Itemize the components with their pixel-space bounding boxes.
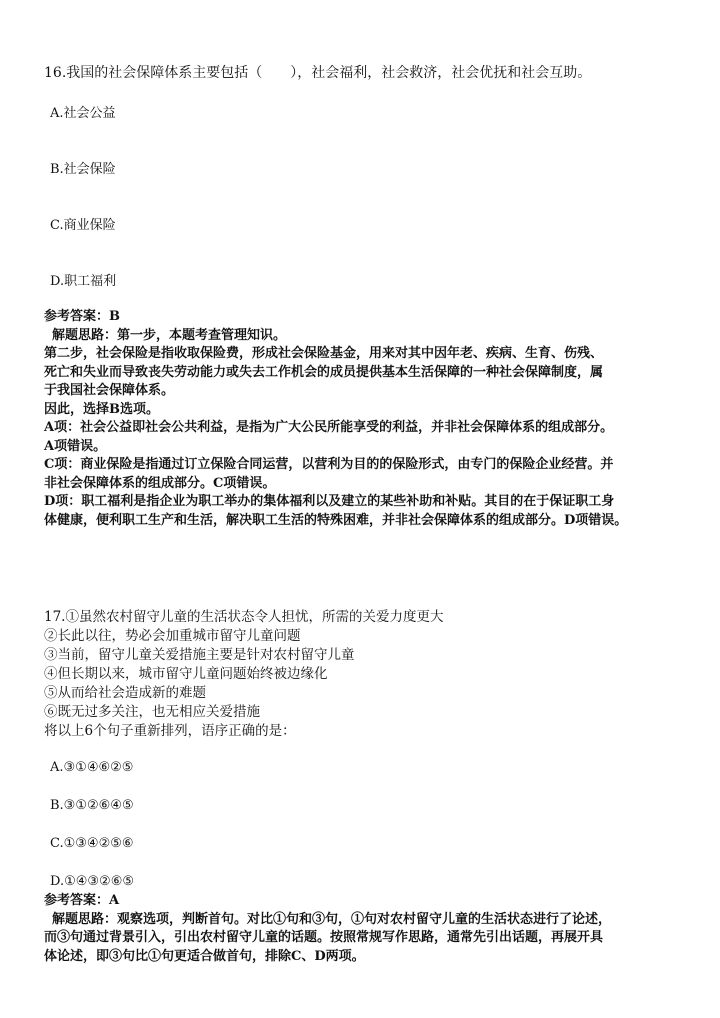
question-16-explanation-line: 解题思路：第一步，本题考查管理知识。: [52, 327, 287, 343]
question-17-sentence: ⑥既无过多关注，也无相应关爱措施: [44, 704, 260, 720]
question-17-stem: 17.①虽然农村留守儿童的生活状态令人担忧，所需的关爱力度更大: [44, 609, 444, 625]
question-16-explanation-line: A项错误。: [44, 438, 107, 454]
question-17-explanation-line: 体论述，即③句比①句更适合做首句，排除C、D两项。: [44, 948, 365, 964]
question-16-explanation-line: 体健康，便利职工生产和生活，解决职工生活的特殊困难，并非社会保障体系的组成部分。D项错误。: [44, 512, 628, 528]
question-16-option-a: A.社会公益: [50, 106, 116, 121]
question-16-option-b: B.社会保险: [50, 162, 116, 177]
question-16-explanation-line: 死亡和失业而导致丧失劳动能力或失去工作机会的成员提供基本生活保障的一种社会保障制度，属: [44, 364, 604, 380]
question-17-prompt: 将以上6个句子重新排列，语序正确的是：: [44, 723, 296, 739]
question-16-explanation-line: 因此，选择B选项。: [44, 401, 159, 417]
question-17-sentence: ⑤从而给社会造成新的难题: [44, 685, 206, 701]
question-16-explanation-line: 于我国社会保障体系。: [44, 383, 175, 398]
question-17-answer-block: [44, 892, 684, 966]
question-16-explanation-line: A项：社会公益即社会公共利益，是指为广大公民所能享受的利益，并非社会保障体系的组成部分。: [44, 420, 614, 435]
question-16-explanation-line: 第二步，社会保险是指收取保险费，形成社会保险基金，用来对其中因年老、疾病、生育、伤残、: [44, 346, 604, 361]
question-17-sentence: ②长此以往，势必会加重城市留守儿童问题: [44, 628, 301, 644]
question-17-option-c: C.①③④②⑤⑥: [50, 836, 134, 851]
question-16-option-c: C.商业保险: [50, 218, 116, 233]
question-17-block: [44, 608, 443, 741]
question-16-answer: 参考答案：B: [44, 309, 120, 324]
question-16-stem: 16.我国的社会保障体系主要包括（ ），社会福利，社会救济，社会优抚和社会互助。: [44, 65, 592, 81]
question-17-option-b: B.③①②⑥④⑤: [50, 798, 134, 813]
question-16-explanation-line: D项：职工福利是指企业为职工举办的集体福利以及建立的某些补助和补贴。其目的在于保证职工身: [44, 494, 615, 509]
question-17-sentence: ④但长期以来，城市留守儿童问题始终被边缘化: [44, 666, 328, 682]
question-17-answer: 参考答案：A: [44, 893, 120, 908]
question-17-option-a: A.③①④⑥②⑤: [50, 760, 134, 775]
question-17-sentence: ③当前，留守儿童关爱措施主要是针对农村留守儿童: [44, 647, 355, 663]
question-16-explanation-line: 非社会保障体系的组成部分。C项错误。: [44, 475, 276, 491]
question-16-answer-block: [44, 308, 684, 530]
question-17-explanation-line: 解题思路：观察选项，判断首句。对比①句和③句，①句对农村留守儿童的生活状态进行了论述，: [52, 911, 612, 927]
question-16-explanation-line: C项：商业保险是指通过订立保险合同运营，以营利为目的的保险形式，由专门的保险企业经营。并: [44, 457, 614, 472]
question-17-explanation-line: 而③句通过背景引入，引出农村留守儿童的话题。按照常规写作思路，通常先引出话题，再展开具: [44, 930, 604, 945]
question-16-option-d: D.职工福利: [50, 274, 117, 289]
question-17-option-d: D.①④③②⑥⑤: [50, 874, 135, 889]
